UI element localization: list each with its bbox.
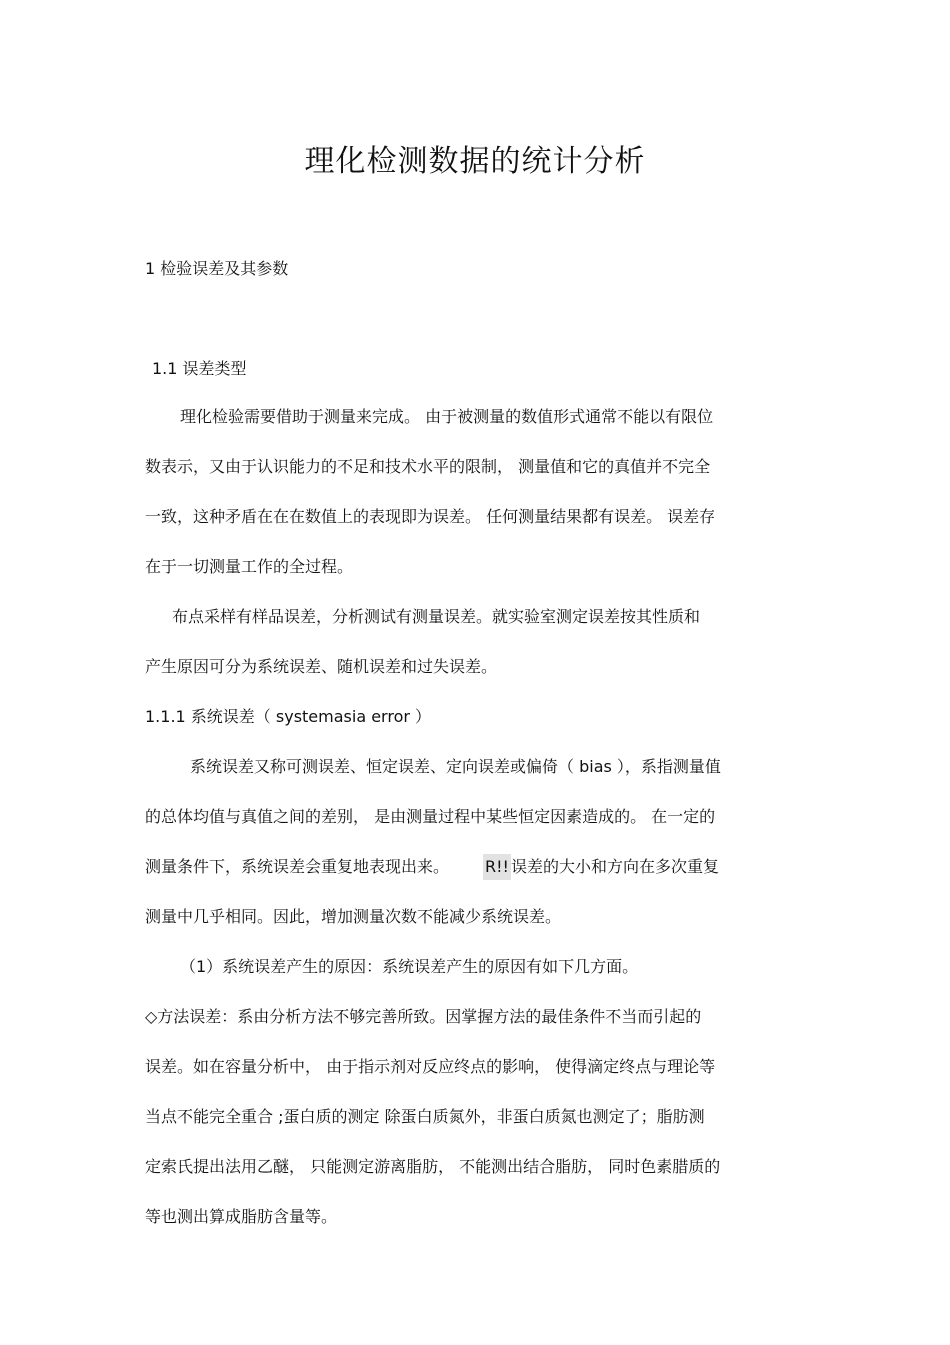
paragraph-line: （1）系统误差产生的原因：系统误差产生的原因有如下几方面。 (180, 957, 639, 976)
paragraph-line: 系统误差又称可测误差、恒定误差、定向误差或偏倚（ bias ），系指测量值 (190, 757, 721, 776)
paragraph-text: 误差的大小和方向在多次重复 (510, 857, 719, 876)
section-heading-1-1-1: 1.1.1 系统误差（ systemasia error ） (145, 707, 432, 726)
highlighted-text: R!! (483, 854, 511, 880)
section-heading-1-1: 1.1 误差类型 (152, 359, 247, 378)
paragraph-line: 理化检验需要借助于测量来完成。 由于被测量的数值形式通常不能以有限位 (180, 407, 714, 426)
paragraph-line: 产生原因可分为系统误差、随机误差和过失误差。 (145, 657, 498, 676)
paragraph-line: ◇方法误差：系由分析方法不够完善所致。因掌握方法的最佳条件不当而引起的 (145, 1007, 702, 1026)
paragraph-line: 在于一切测量工作的全过程。 (145, 557, 354, 576)
paragraph-line: 误差。如在容量分析中， 由于指示剂对反应终点的影响， 使得滴定终点与理论等 (145, 1057, 716, 1076)
paragraph-line (145, 854, 719, 880)
section-heading-1: 1 检验误差及其参数 (145, 259, 289, 278)
paragraph-line: 一致，这种矛盾在在在数值上的表现即为误差。 任何测量结果都有误差。 误差存 (145, 507, 716, 526)
paragraph-line: 定索氏提出法用乙醚， 只能测定游离脂肪， 不能测出结合脂肪， 同时色素腊质的 (145, 1157, 721, 1176)
paragraph-line: 当点不能完全重合 ;蛋白质的测定 除蛋白质氮外，非蛋白质氮也测定了；脂肪测 (145, 1107, 705, 1126)
paragraph-text: 测量条件下，系统误差会重复地表现出来。 (145, 857, 450, 876)
paragraph-line: 测量中几乎相同。因此，增加测量次数不能减少系统误差。 (145, 907, 562, 926)
paragraph-line: 的总体均值与真值之间的差别， 是由测量过程中某些恒定因素造成的。 在一定的 (145, 807, 716, 826)
document-title: 理化检测数据的统计分析 (304, 144, 646, 179)
paragraph-line: 等也测出算成脂肪含量等。 (145, 1207, 338, 1226)
paragraph-line: 布点采样有样品误差，分析测试有测量误差。就实验室测定误差按其性质和 (172, 607, 701, 626)
paragraph-line: 数表示，又由于认识能力的不足和技术水平的限制， 测量值和它的真值并不完全 (145, 457, 711, 476)
